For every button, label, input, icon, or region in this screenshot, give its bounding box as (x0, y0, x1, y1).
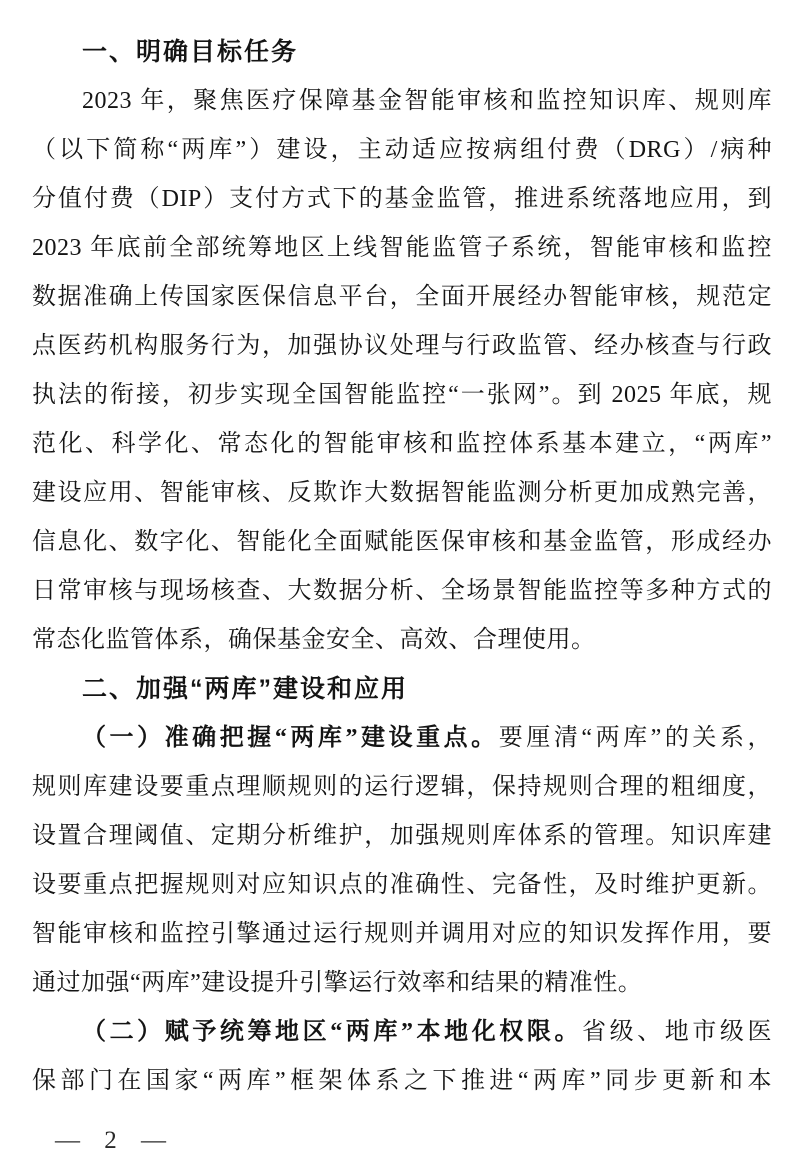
text-run: 范化、科学化、常态化的智能审核和监控体系基本建立，“两库” (32, 431, 772, 457)
text-line (32, 714, 772, 763)
text-run: 保部门在国家“两库”框架体系之下推进“两库”同步更新和本 (32, 1068, 772, 1094)
text-line (32, 910, 772, 959)
section-1-heading: 一、明确目标任务 (82, 38, 299, 66)
text-run: 省级、地市级医 (582, 1019, 772, 1045)
text-line (32, 763, 772, 812)
text-line (32, 567, 772, 616)
text-run: 日常审核与现场核查、大数据分析、全场景智能监控等多种方式的 (32, 578, 772, 604)
text-run: 分值付费（DIP）支付方式下的基金监管，推进系统落地应用，到 (32, 186, 772, 212)
text-run: 点医药机构服务行为，加强协议处理与行政监管、经办核查与行政 (32, 333, 772, 359)
text-line (32, 959, 772, 1008)
page-number-footer: — 2 — (55, 1127, 167, 1154)
subsection-title-run: （二）赋予统筹地区“两库”本地化权限。 (82, 1019, 583, 1045)
text-run: 设置合理阈值、定期分析维护，加强规则库体系的管理。知识库建 (32, 823, 772, 849)
text-run: 2023 年，聚焦医疗保障基金智能审核和监控知识库、规则库 (82, 88, 772, 114)
text-run: 执法的衔接，初步实现全国智能监控“一张网”。到 2025 年底，规 (32, 382, 772, 408)
text-run: 通过加强“两库”建设提升引擎运行效率和结果的精准性。 (32, 970, 643, 996)
subsection-title-run: （一）准确把握“两库”建设重点。 (82, 725, 499, 751)
text-run: 数据准确上传国家医保信息平台，全面开展经办智能审核，规范定 (32, 284, 772, 310)
text-line (32, 77, 772, 126)
text-line (32, 322, 772, 371)
text-run: 信息化、数字化、智能化全面赋能医保审核和基金监管，形成经办 (32, 529, 772, 555)
text-run: 规则库建设要重点理顺规则的运行逻辑，保持规则合理的粗细度， (32, 774, 772, 800)
text-line (32, 273, 772, 322)
text-run: 2023 年底前全部统筹地区上线智能监管子系统，智能审核和监控 (32, 235, 772, 261)
text-line (32, 126, 772, 175)
text-line (32, 469, 772, 518)
text-line (32, 371, 772, 420)
text-line (32, 224, 772, 273)
text-line (32, 518, 772, 567)
text-run: 智能审核和监控引擎通过运行规则并调用对应的知识发挥作用，要 (32, 921, 772, 947)
text-run: 建设应用、智能审核、反欺诈大数据智能监测分析更加成熟完善， (32, 480, 772, 506)
text-line (32, 861, 772, 910)
text-line (32, 1008, 772, 1057)
text-run: 要厘清“两库”的关系， (498, 725, 772, 751)
text-line (32, 812, 772, 861)
text-line (32, 420, 772, 469)
text-line (32, 1057, 772, 1106)
text-line (32, 616, 772, 665)
text-run: （以下简称“两库”）建设，主动适应按病组付费（DRG）/病种 (32, 137, 772, 163)
text-run: 常态化监管体系，确保基金安全、高效、合理使用。 (32, 627, 596, 653)
text-line (32, 175, 772, 224)
section-2-heading: 二、加强“两库”建设和应用 (82, 675, 409, 703)
text-run: 设要重点把握规则对应知识点的准确性、完备性，及时维护更新。 (32, 872, 772, 898)
document-body (32, 28, 772, 1106)
